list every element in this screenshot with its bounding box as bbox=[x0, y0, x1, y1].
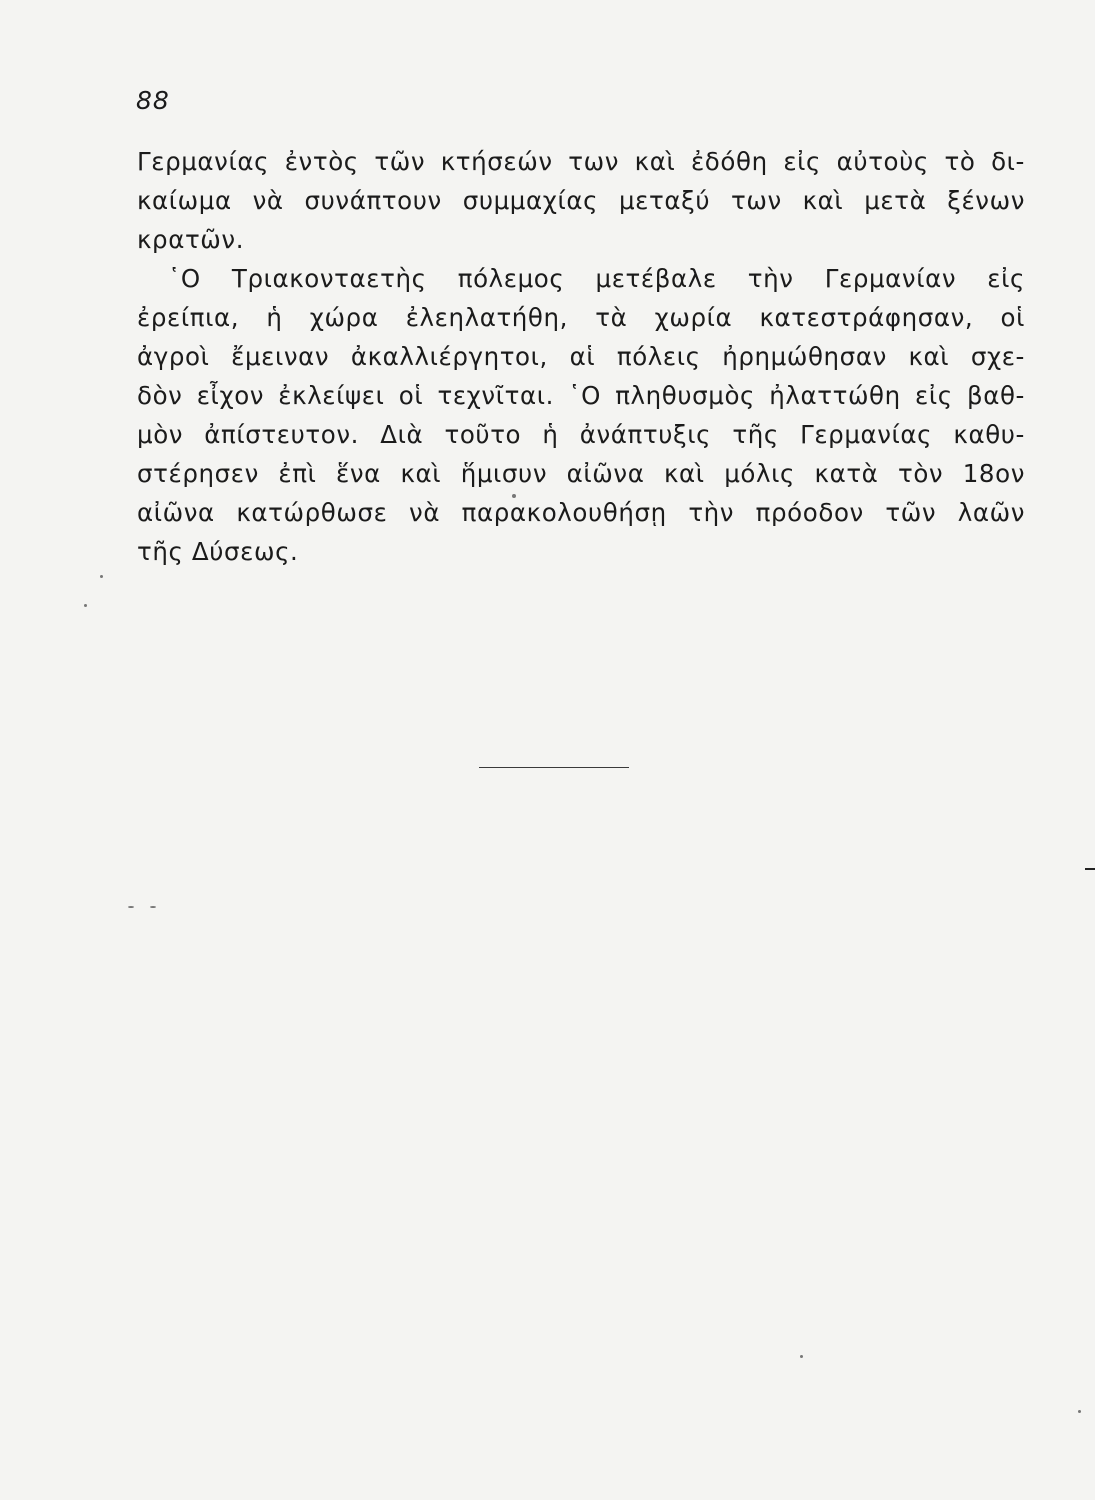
text-line-8: μὸν ἀπίστευτον. Διὰ τοῦτο ἡ ἀνάπτυξις τῆς Γερμανίας καθυ- bbox=[137, 420, 1025, 449]
scan-speck bbox=[128, 906, 134, 908]
scan-speck bbox=[150, 906, 156, 908]
text-line-2: καίωμα νὰ συνάπτουν συμμαχίας μεταξύ των καὶ μετὰ ξένων bbox=[137, 186, 1025, 215]
text-line-11: τῆς Δύσεως. bbox=[137, 537, 299, 566]
scan-speck bbox=[84, 604, 87, 607]
section-divider bbox=[479, 767, 629, 768]
scan-speck bbox=[1078, 1410, 1081, 1413]
scan-speck bbox=[100, 575, 103, 578]
scan-speck bbox=[800, 1355, 803, 1358]
text-line-1: Γερμανίας ἐντὸς τῶν κτήσεών των καὶ ἐδόθη εἰς αὐτοὺς τὸ δι- bbox=[137, 147, 1025, 176]
scan-edge-mark bbox=[1085, 868, 1095, 870]
text-line-10: αἰῶνα κατώρθωσε νὰ παρακολουθήσῃ τὴν πρόοδον τῶν λαῶν bbox=[137, 498, 1025, 527]
body-text bbox=[137, 142, 1025, 571]
text-line-5: ἐρείπια, ἡ χώρα ἐλεηλατήθη, τὰ χωρία κατεστράφησαν, οἱ bbox=[137, 303, 1025, 332]
text-line-3: κρατῶν. bbox=[137, 225, 245, 254]
text-line-4: ῾Ο Τριακονταετὴς πόλεμος μετέβαλε τὴν Γερμανίαν εἰς bbox=[168, 264, 1025, 293]
text-line-7: δὸν εἶχον ἐκλείψει οἱ τεχνῖται. ῾Ο πληθυσμὸς ἠλαττώθη εἰς βαθ- bbox=[137, 381, 1025, 410]
page-number: 88 bbox=[136, 86, 170, 115]
text-line-9: στέρησεν ἐπὶ ἕνα καὶ ἥμισυν αἰῶνα καὶ μόλις κατὰ τὸν 18ον bbox=[137, 459, 1025, 488]
scan-speck bbox=[512, 494, 516, 498]
text-line-6: ἀγροὶ ἔμειναν ἀκαλλιέργητοι, αἱ πόλεις ἠρημώθησαν καὶ σχε- bbox=[137, 342, 1025, 371]
